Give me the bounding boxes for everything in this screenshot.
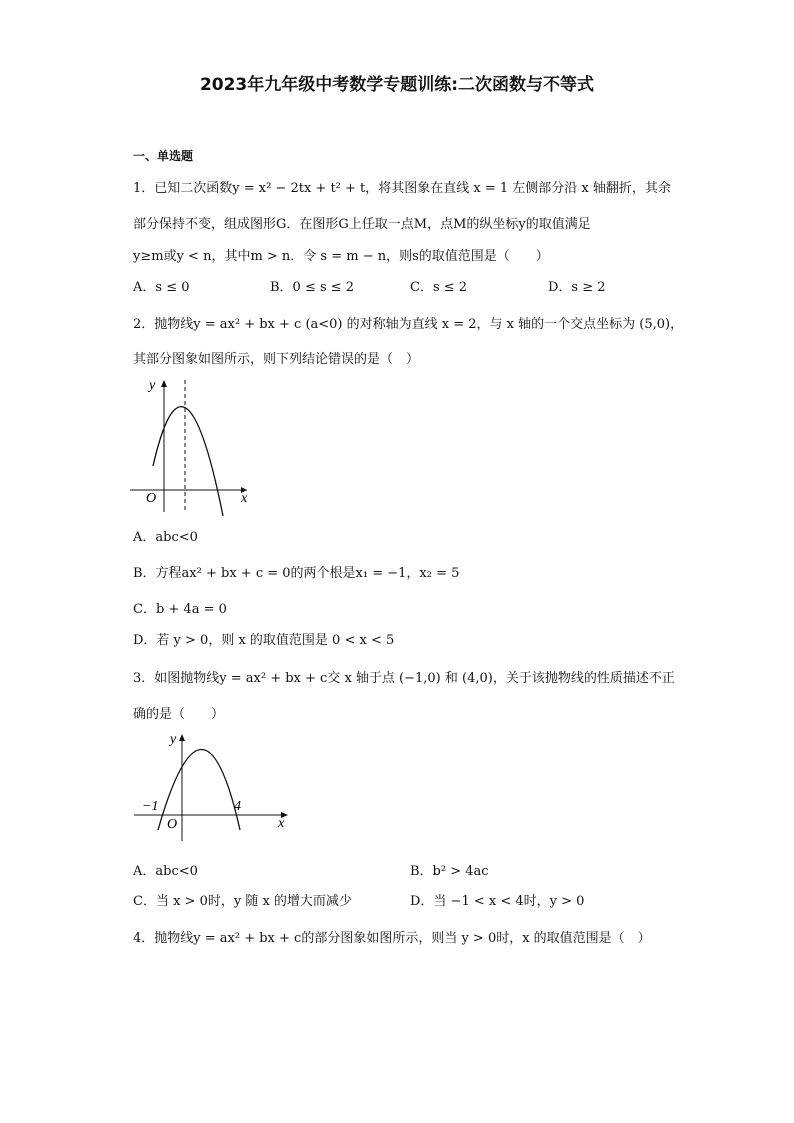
q3-option-b: B．b² > 4ac — [410, 864, 489, 879]
q3-y-label: y — [170, 732, 177, 747]
q1-option-d: D．s ≥ 2 — [548, 280, 606, 295]
page-title: 2023年九年级中考数学专题训练:二次函数与不等式 — [199, 75, 595, 95]
q3-line-1: 3．如图抛物线y = ax² + bx + c交 x 轴于点 (−1,0) 和 (4,0)，关于该抛物线的性质描述不正 — [133, 671, 675, 686]
q3-x-label: x — [278, 816, 285, 831]
q2-line-2: 其部分图象如图所示，则下列结论错误的是（ ） — [133, 352, 420, 367]
q2-y-label: y — [149, 378, 156, 393]
q2-y-arrow — [161, 380, 167, 387]
section-heading: 一、单选题 — [133, 149, 194, 163]
q4-line-1: 4．抛物线y = ax² + bx + c的部分图象如图所示，则当 y > 0时，x 的取值范围是（ ） — [133, 931, 651, 946]
q3-origin-label: O — [167, 817, 178, 832]
q3-four-label: 4 — [234, 799, 241, 814]
q3-line-2: 确的是（ ） — [133, 707, 225, 722]
q3-parabola-graph — [132, 726, 294, 844]
q3-option-d: D．当 −1 < x < 4时，y > 0 — [410, 894, 585, 909]
q1-option-b: B．0 ≤ s ≤ 2 — [270, 280, 355, 295]
q3-y-arrow — [179, 734, 185, 741]
q2-option-b: B．方程ax² + bx + c = 0的两个根是x₁ = −1，x₂ = 5 — [133, 566, 460, 581]
q3-neg1-label: −1 — [142, 799, 159, 814]
q3-option-c: C．当 x > 0时，y 随 x 的增大而减少 — [133, 894, 352, 909]
q1-option-c: C．s ≤ 2 — [410, 280, 468, 295]
q1-line-1: 1．已知二次函数y = x² − 2tx + t² + t，将其图象在直线 x = 1 左侧部分沿 x 轴翻折，其余 — [133, 181, 671, 196]
q2-option-d: D．若 y > 0，则 x 的取值范围是 0 < x < 5 — [133, 633, 395, 648]
q2-parabola-graph — [125, 370, 265, 516]
q1-line-3: y≥m或y < n，其中m > n．令 s = m − n，则s的取值范围是（ ） — [133, 249, 549, 264]
q1-line-2: 部分保持不变，组成图形G．在图形G上任取一点M，点M的纵坐标y的取值满足 — [133, 217, 591, 232]
q2-option-a: A．abc<0 — [133, 530, 198, 545]
q2-x-label: x — [241, 491, 248, 506]
q2-option-c: C．b + 4a = 0 — [133, 602, 227, 617]
q2-line-1: 2．抛物线y = ax² + bx + c (a<0) 的对称轴为直线 x = 2，与 x 轴的一个交点坐标为 (5,0)， — [133, 317, 684, 332]
q2-origin-label: O — [146, 491, 157, 506]
q3-option-a: A．abc<0 — [133, 864, 198, 879]
q1-option-a: A．s ≤ 0 — [133, 280, 190, 295]
